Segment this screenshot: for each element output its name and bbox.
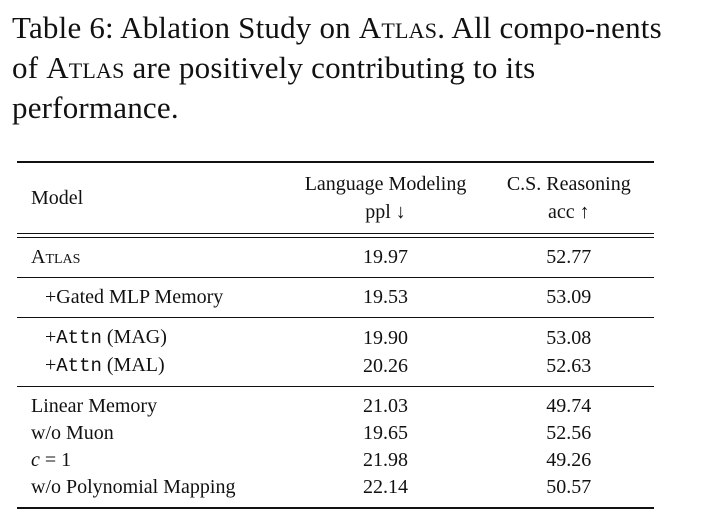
table-row <box>17 447 654 474</box>
caption-middle: . All compo-nents of <box>12 10 662 85</box>
table-row <box>17 318 654 353</box>
row-model-suffix: (MAG) <box>101 326 167 348</box>
row-model: Linear Memory <box>17 387 287 421</box>
header-language-modeling <box>287 162 483 234</box>
caption-suffix: are positively contributing to its performance. <box>12 50 536 125</box>
row-model-suffix: (MAL) <box>101 354 165 376</box>
header-lm-title: Language Modeling <box>304 173 467 195</box>
ablation-table <box>17 161 654 509</box>
row-model-prefix: + <box>45 354 57 376</box>
table-caption <box>12 8 692 128</box>
row-model-code: Attn <box>56 327 102 349</box>
row-model <box>17 447 287 474</box>
row-acc: 49.26 <box>546 449 592 471</box>
row-ppl: 19.97 <box>363 246 409 268</box>
row-model <box>17 318 287 353</box>
table-row <box>17 352 654 387</box>
row-ppl: 19.65 <box>363 422 409 444</box>
row-acc: 52.63 <box>546 354 592 377</box>
table-row <box>17 474 654 508</box>
row-ppl: 20.26 <box>363 354 409 377</box>
row-acc: 53.08 <box>484 318 654 353</box>
row-model: w/o Muon <box>31 422 114 444</box>
row-ppl: 19.53 <box>287 278 483 318</box>
header-cs-title: C.S. Reasoning <box>506 173 631 195</box>
row-ppl: 19.90 <box>287 318 483 353</box>
row-model <box>17 352 287 387</box>
table-row <box>17 278 654 318</box>
row-ppl: 21.03 <box>287 387 483 421</box>
header-model: Model <box>31 186 84 209</box>
row-model-rest: = 1 <box>39 449 72 471</box>
row-model-prefix: + <box>45 326 57 348</box>
row-ppl: 21.98 <box>363 449 409 471</box>
row-acc: 49.74 <box>484 387 654 421</box>
row-acc: 52.56 <box>546 422 592 444</box>
header-cs-metric: acc ↑ <box>547 201 590 223</box>
row-acc: 53.09 <box>484 278 654 318</box>
caption-prefix: Table 6: Ablation Study on <box>12 10 359 45</box>
table-row <box>17 420 654 447</box>
table-row <box>17 238 654 278</box>
row-ppl: 22.14 <box>287 474 483 508</box>
row-model: +Gated MLP Memory <box>17 278 287 318</box>
row-model: w/o Polynomial Mapping <box>17 474 287 508</box>
row-model-code: Attn <box>56 355 102 377</box>
table-row <box>17 387 654 421</box>
header-cs-reasoning <box>484 162 654 234</box>
caption-model-name: Atlas <box>358 10 438 45</box>
table-header-row <box>17 162 654 234</box>
row-acc: 50.57 <box>484 474 654 508</box>
caption-model-name-2: Atlas <box>46 50 125 85</box>
row-model-variable: c <box>31 449 40 471</box>
row-model: Atlas <box>31 246 81 268</box>
row-acc: 52.77 <box>546 246 592 268</box>
header-lm-metric: ppl ↓ <box>365 201 406 223</box>
